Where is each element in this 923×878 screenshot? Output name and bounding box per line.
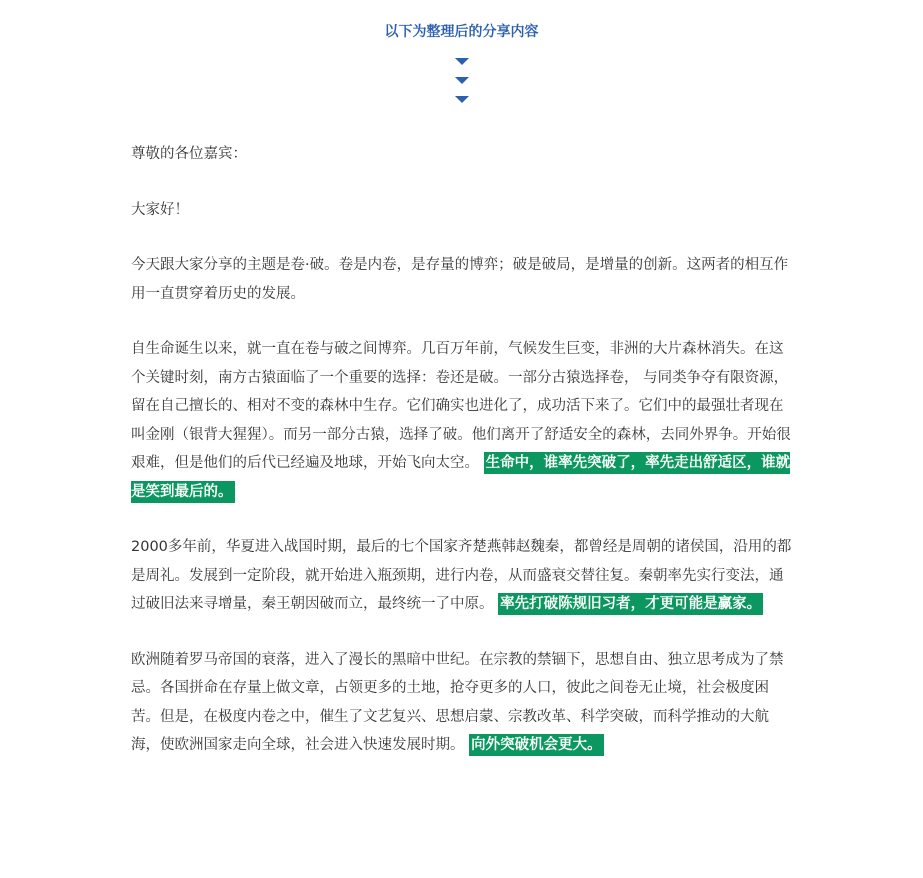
chevron-down-icon: [455, 77, 469, 84]
chevron-down-icon: [455, 96, 469, 103]
europe-paragraph: [131, 646, 795, 760]
highlight-quote: 率先打破陈规旧习者，才更可能是赢家。: [498, 593, 763, 615]
paragraph-text: 欧洲随着罗马帝国的衰落，进入了漫长的黑暗中世纪。在宗教的禁锢下，思想自由、独立思考成为了禁忌。各国拼命在存量上做文章，占领更多的土地，抢夺更多的人口，彼此之间卷无止境，社会极度困苦。但是，在极度内卷之中，催生了文艺复兴、思想启蒙、宗教改革、科学突破，而科学推动的大航海，使欧洲国家走向全球，社会进入快速发展时期。: [131, 651, 784, 753]
greeting-line: [131, 140, 795, 169]
highlight-quote: 向外突破机会更大。: [469, 734, 604, 756]
greeting-line: [131, 196, 795, 225]
paragraph-text: 2000多年前，华夏进入战国时期，最后的七个国家齐楚燕韩赵魏秦，都曾经是周朝的诸侯国，沿用的都是周礼。发展到一定阶段，就开始进入瓶颈期，进行内卷，从而盛衰交替往复。秦朝率先实行变法，通过破旧法来寻增量，秦王朝因破而立，最终统一了中原。: [131, 539, 792, 612]
article-body: [131, 140, 795, 787]
highlight-quote: 生命中，谁率先突破了，率先走出舒适区，谁就是笑到最后的。: [131, 452, 790, 503]
warring-states-paragraph: [131, 533, 795, 619]
section-title: 以下为整理后的分享内容: [384, 24, 539, 40]
evolution-paragraph: [131, 335, 795, 506]
intro-paragraph: [131, 251, 795, 308]
paragraph-text: 自生命诞生以来，就一直在卷与破之间博弈。几百万年前，气候发生巨变，非洲的大片森林消失。在这个关键时刻，南方古猿面临了一个重要的选择：卷还是破。一部分古猿选择卷， 与同类争夺有限资源，留在自己擅长的、相对不变的森林中生存。它们确实也进化了，成功活下来了。它们中的最强壮者现在叫金刚（银背大猩猩）。而另一部分古猿，选择了破。他们离开了舒适安全的森林，去同外界争。开始很艰难，但是他们的后代已经遍及地球，开始飞向太空。: [131, 341, 791, 471]
paragraph-text: 大家好！: [131, 201, 189, 218]
paragraph-text: 尊敬的各位嘉宾：: [131, 146, 247, 162]
paragraph-text: 今天跟大家分享的主题是卷·破。卷是内卷，是存量的博弈；破是破局，是增量的创新。这两者的相互作用一直贯穿着历史的发展。: [131, 257, 789, 302]
down-arrows: [455, 58, 469, 115]
chevron-down-icon: [455, 58, 469, 65]
